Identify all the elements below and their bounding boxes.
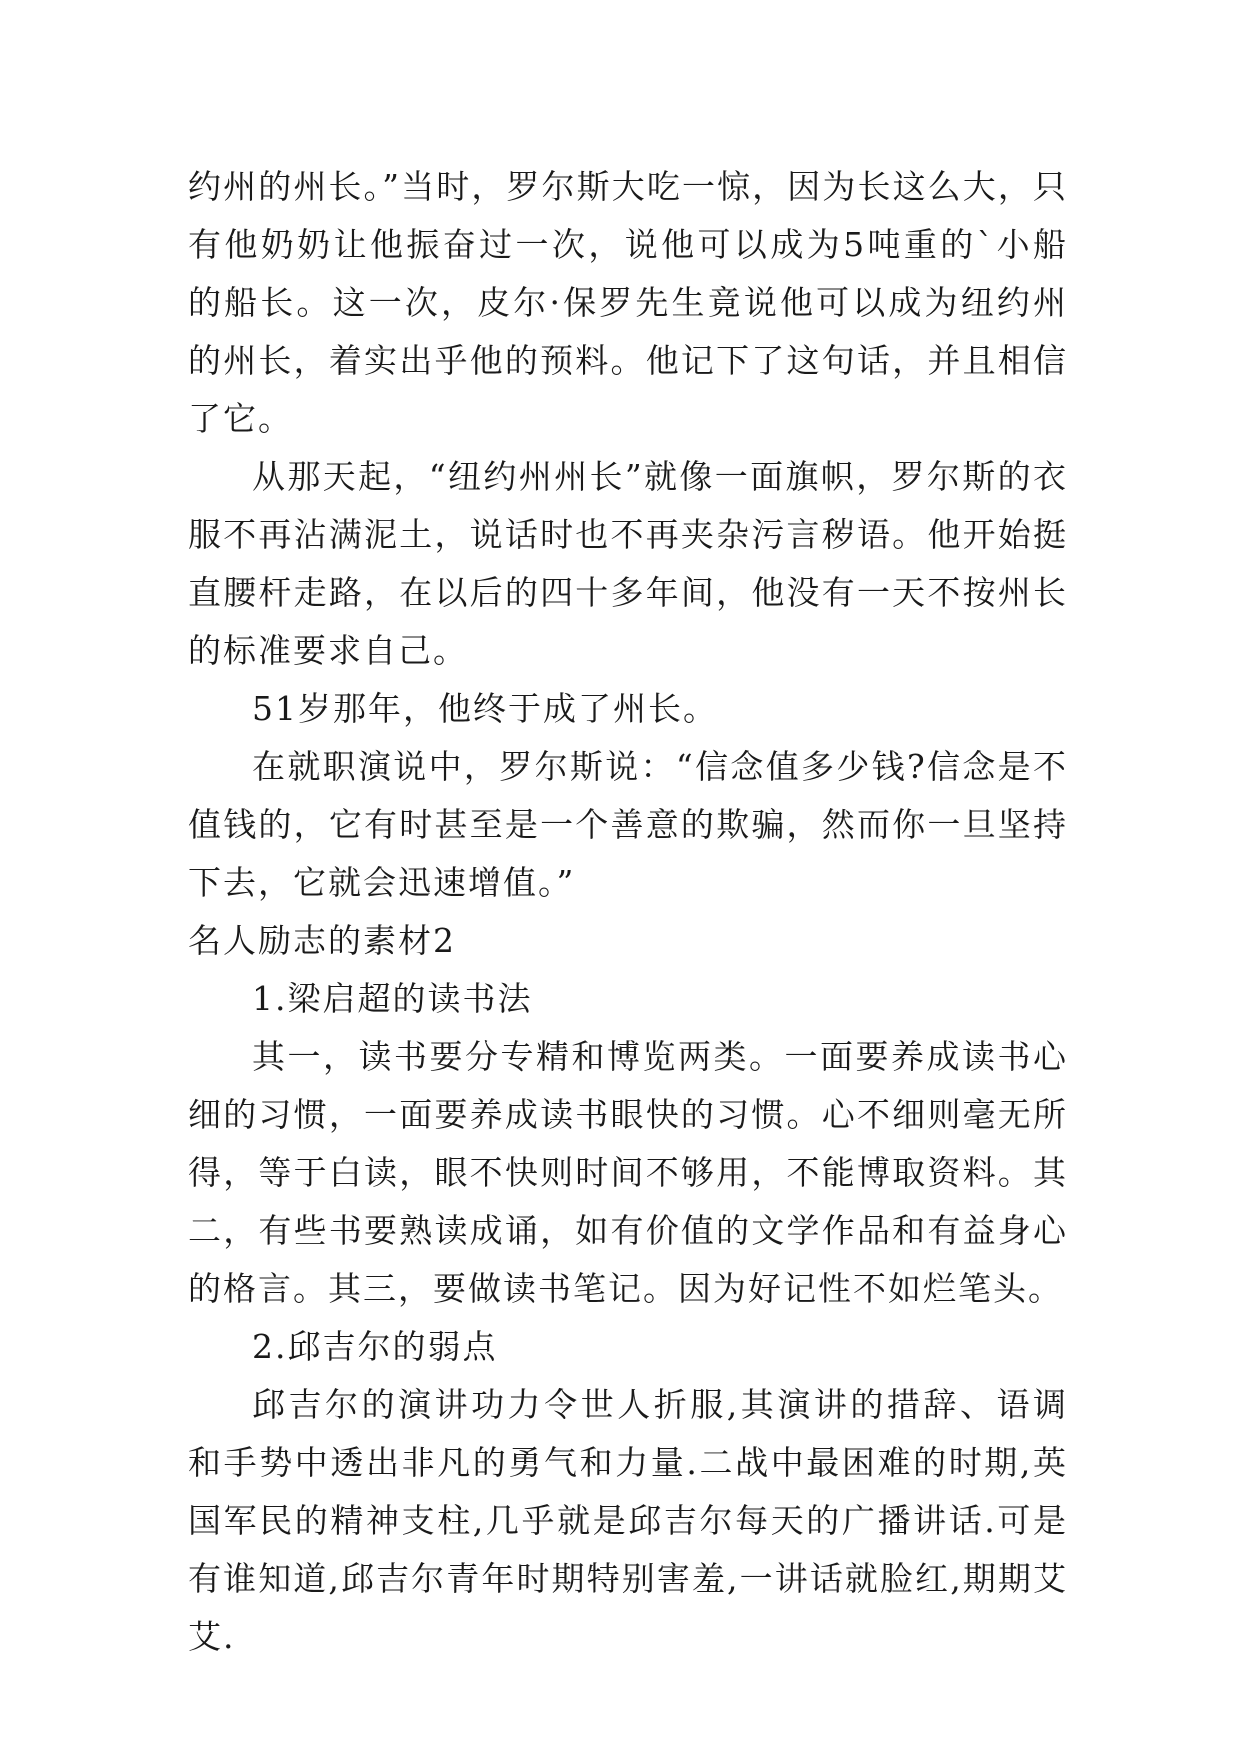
subheading: 1.梁启超的读书法: [252, 979, 533, 1018]
paragraph: 邱吉尔的演讲功力令世人折服,其演讲的措辞、语调和手势中透出非凡的勇气和力量.二战中最困难的时期,英国军民的精神支柱,几乎就是邱吉尔每天的广播讲话.可是有谁知道,邱吉尔青年时期特别害羞,一讲话就脸红,期期艾艾.: [188, 1385, 1068, 1656]
paragraph: 约州的州长。”当时，罗尔斯大吃一惊，因为长这么大，只有他奶奶让他振奋过一次，说他可以成为5吨重的`小船的船长。这一次，皮尔·保罗先生竟说他可以成为纽约州的州长，着实出乎他的预料。他记下了这句话，并且相信了它。: [188, 167, 1068, 438]
paragraph: 其一，读书要分专精和博览两类。一面要养成读书心细的习惯，一面要养成读书眼快的习惯。心不细则毫无所得，等于白读，眼不快则时间不够用，不能博取资料。其二，有些书要熟读成诵，如有价值的文学作品和有益身心的格言。其三，要做读书笔记。因为好记性不如烂笔头。: [188, 1037, 1068, 1308]
document-body: [188, 158, 1068, 1666]
paragraph: 在就职演说中，罗尔斯说：“信念值多少钱?信念是不值钱的，它有时甚至是一个善意的欺骗，然而你一旦坚持下去，它就会迅速增值。”: [188, 747, 1068, 902]
paragraph: 51岁那年，他终于成了州长。: [252, 689, 718, 728]
paragraph: 从那天起，“纽约州州长”就像一面旗帜，罗尔斯的衣服不再沾满泥土，说话时也不再夹杂污言秽语。他开始挺直腰杆走路，在以后的四十多年间，他没有一天不按州长的标准要求自己。: [188, 457, 1068, 670]
section-heading: 名人励志的素材2: [188, 921, 456, 960]
subheading: 2.邱吉尔的弱点: [252, 1327, 498, 1366]
